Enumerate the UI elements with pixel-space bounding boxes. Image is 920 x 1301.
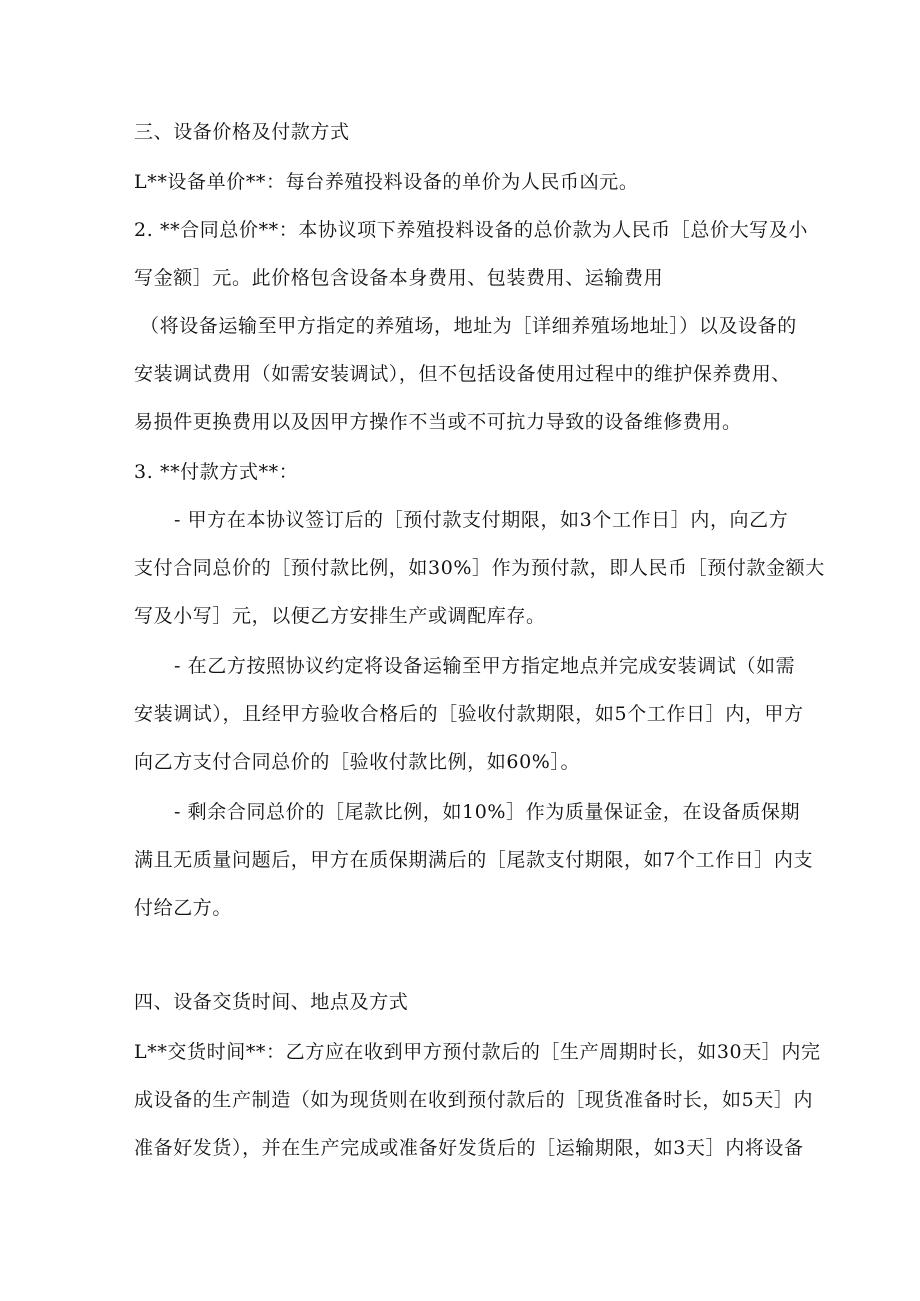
payment-item-3-line-3: 付给乙方。	[134, 897, 233, 919]
paragraph-unit-price: L**设备单价**：每台养殖投料设备的单价为人民币凶元。	[134, 171, 639, 193]
paragraph-payment-method: 3. **付款方式**：	[134, 461, 299, 483]
payment-item-2-line-2: 安装调试），且经甲方验收合格后的［验收付款期限，如5个工作日］内，甲方	[134, 703, 804, 725]
payment-item-2-line-1: - 在乙方按照协议约定将设备运输至甲方指定地点并完成安装调试（如需	[174, 655, 796, 677]
paragraph-delivery-time-line-2: 成设备的生产制造（如为现货则在收到预付款后的［现货准备时长，如5天］内	[134, 1089, 814, 1111]
section-heading-price-payment: 三、设备价格及付款方式	[134, 121, 350, 143]
payment-item-2-line-3: 向乙方支付合同总价的［验收付款比例，如60%］。	[134, 751, 581, 773]
payment-item-1-line-3: 写及小写］元，以便乙方安排生产或调配库存。	[134, 605, 546, 627]
section-heading-delivery: 四、设备交货时间、地点及方式	[134, 991, 409, 1013]
paragraph-total-price-line-1: 2. **合同总价**：本协议项下养殖投料设备的总价款为人民币［总价大写及小	[134, 219, 808, 241]
paragraph-total-price-line-2: 写金额］元。此价格包含设备本身费用、包装费用、运输费用	[134, 267, 664, 289]
payment-item-1-line-1: - 甲方在本协议签订后的［预付款支付期限，如3个工作日］内，向乙方	[174, 509, 789, 531]
paragraph-total-price-line-4: 安装调试费用（如需安装调试），但不包括设备使用过程中的维护保养费用、	[134, 363, 791, 385]
payment-item-1-line-2: 支付合同总价的［预付款比例，如30%］作为预付款，即人民币［预付款金额大	[134, 557, 825, 579]
paragraph-total-price-line-5: 易损件更换费用以及因甲方操作不当或不可抗力导致的设备维修费用。	[134, 411, 742, 433]
paragraph-delivery-time-line-1: L**交货时间**：乙方应在收到甲方预付款后的［生产周期时长，如30天］内完	[134, 1041, 821, 1063]
payment-item-3-line-1: - 剩余合同总价的［尾款比例，如10%］作为质量保证金，在设备质保期	[174, 801, 801, 823]
payment-item-3-line-2: 满且无质量问题后，甲方在质保期满后的［尾款支付期限，如7个工作日］内支	[134, 849, 814, 871]
paragraph-total-price-line-3: （将设备运输至甲方指定的养殖场，地址为［详细养殖场地址］）以及设备的	[140, 315, 797, 337]
paragraph-delivery-time-line-3: 准备好发货），并在生产完成或准备好发货后的［运输期限，如3天］内将设备	[134, 1137, 804, 1159]
